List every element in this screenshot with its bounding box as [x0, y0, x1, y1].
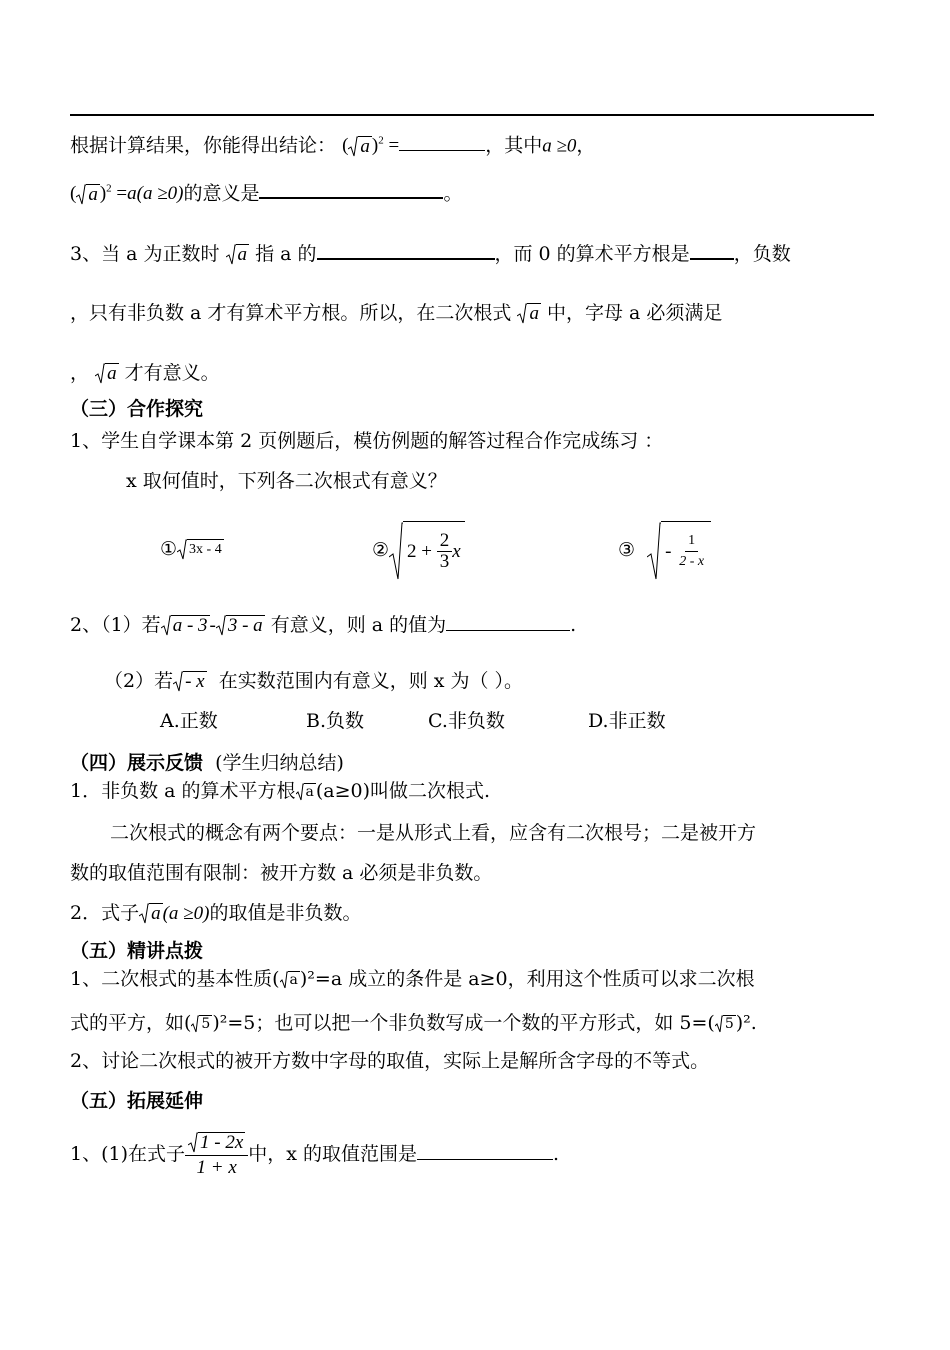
top-rule	[70, 114, 874, 116]
section-4-title: （四）展示反馈 (学生归纳总结)	[70, 752, 344, 774]
sec4-p2: 二次根式的概念有两个要点：一是从形式上看，应含有二次根号；二是被开方	[110, 822, 757, 844]
expr-1: ① 3x - 4	[160, 538, 222, 560]
sqrt-a-squared: ( a )$^2$ =	[342, 135, 400, 157]
expr-2: ② 2 + $\frac{2}{3}$ x	[372, 520, 465, 582]
sqrt-a-symbol-3: a	[95, 363, 119, 385]
section-5-title: （五）精讲点拨	[70, 940, 204, 962]
sec6-p1: 1、(1)在式子 $\frac{1 - 2x}{1 + x}$ 中，x 的取值范围是 .	[70, 1132, 560, 1178]
option-b[interactable]: B.负数	[306, 710, 365, 732]
answer-blank-5[interactable]	[446, 612, 570, 631]
sec5-p3: 2、讨论二次根式的被开方数中字母的取值，实际上是解所含字母的不等式。	[70, 1050, 710, 1072]
sqrt-a-symbol: a	[226, 244, 250, 266]
answer-blank-4[interactable]	[690, 240, 734, 260]
sec3-q2-1: 2、（1）若 a - 3 - 3 - a 有意义，则 a 的值为 .	[70, 614, 577, 636]
conclusion-line-2: ( a )$^2$ =a(a ≥0)的意义是 。	[70, 176, 463, 207]
sec4-p3: 数的取值范围有限制：被开方数 a 必须是非负数。	[70, 862, 493, 884]
item3-line-3: ， a 才有意义。	[70, 362, 220, 384]
sec4-p1: 1．非负数 a 的算术平方根 a (a≥0)叫做二次根式.	[70, 780, 491, 802]
answer-blank-1[interactable]	[399, 132, 485, 151]
sec3-q1-sub: x 取何值时，下列各二次根式有意义？	[126, 470, 447, 492]
sec3-q2-2: （2）若 - x 在实数范围内有意义，则 x 为（ ）。	[104, 670, 524, 692]
option-a[interactable]: A.正数	[160, 710, 218, 732]
answer-blank-3[interactable]	[317, 240, 495, 260]
item3-line-2: ，只有非负数 a 才有算术平方根。所以，在二次根式 a 中，字母 a 必须满足	[70, 302, 723, 324]
section-6-title: （五）拓展延伸	[70, 1090, 204, 1112]
option-c[interactable]: C.非负数	[428, 710, 505, 732]
sqrt-a-symbol-2: a	[517, 303, 541, 325]
answer-blank-2[interactable]	[259, 179, 443, 199]
section-3-title: （三）合作探究	[70, 398, 204, 420]
sqrt-a-squared-eq: ( a )$^2$ =a(a ≥0)	[70, 183, 184, 205]
option-d[interactable]: D.非正数	[588, 710, 666, 732]
conclusion-line-1: 根据计算结果，你能得出结论： ( a )$^2$ = ，其中a ≥0，	[70, 134, 596, 157]
sec4-p4: 2．式子 a (a ≥0)的取值是非负数。	[70, 902, 362, 924]
sec3-q1: 1、学生自学课本第 2 页例题后，模仿例题的解答过程合作完成练习 ：	[70, 430, 664, 452]
sec5-p1: 1、二次根式的基本性质( a )²=a 成立的条件是 a≥0，利用这个性质可以求二次根	[70, 968, 755, 990]
expr-3: ③ - $\frac{1}{2 - x}$	[618, 520, 711, 582]
item3-line-1: 3、当 a 为正数时 a 指 a 的 ，而 0 的算术平方根是 ，负数	[70, 240, 791, 267]
sec5-p2: 式的平方，如( 5 )²=5；也可以把一个非负数写成一个数的平方形式，如 5=( 5 )².	[70, 1012, 757, 1034]
answer-blank-6[interactable]	[417, 1141, 553, 1160]
